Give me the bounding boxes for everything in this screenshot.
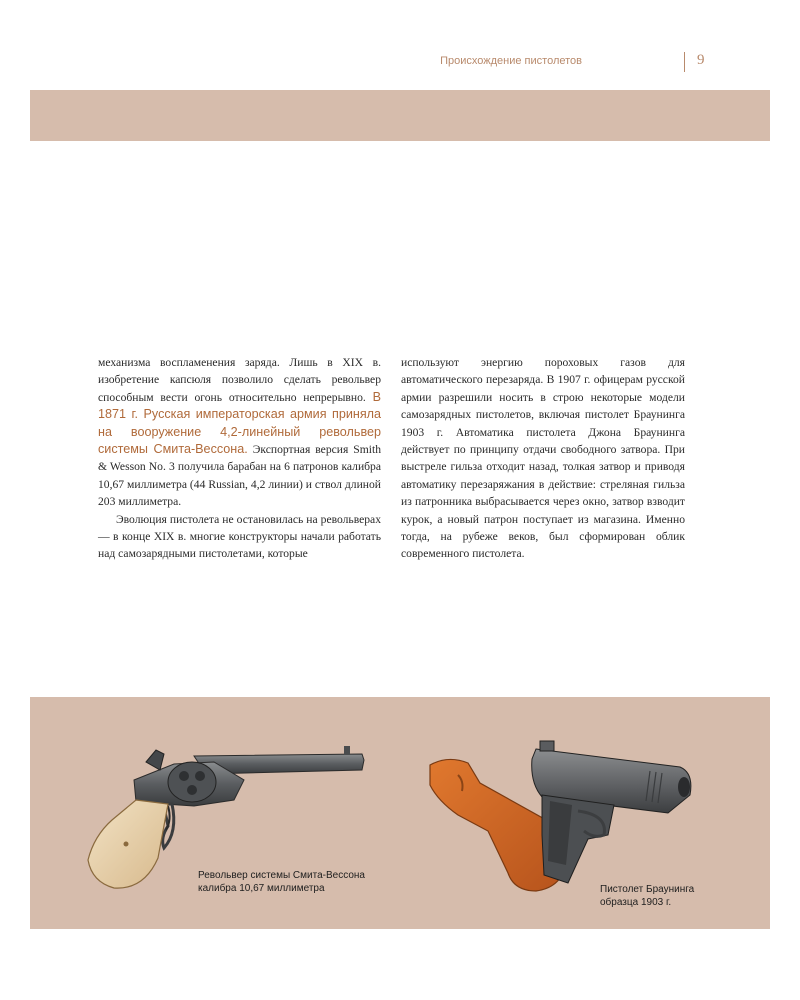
paragraph — [98, 354, 381, 511]
paragraph-text: Экспортная версия Smith & Wesson No. 3 получила барабан на 6 патронов калибра 10,67 миллиметра (44 Russian, 4,2 линии) и ствол длиной 203 миллиметра. — [98, 443, 381, 509]
running-header — [430, 52, 710, 72]
section-title: Происхождение пистолетов — [440, 55, 582, 67]
page-number: 9 — [697, 52, 705, 68]
pistol-caption: Пистолет Браунинга образца 1903 г. — [600, 884, 695, 908]
highlighted-text: В 1871 г. Русская императорская армия приняла на вооружение 4,2-линейный револьвер системы Смита-Вессона. — [98, 389, 382, 457]
paragraph-text: механизма воспламенения заряда. Лишь в XIX в. изобретение капсюля позволило сделать револьвер способным вести огонь относительно непрерывно. — [98, 356, 381, 404]
pistol-image — [418, 735, 708, 895]
revolver-caption: Револьвер системы Смита-Вессона калибра 10,67 миллиметра — [198, 870, 365, 894]
paragraph: используют энергию пороховых газов для автоматического перезаряда. В 1907 г. офицерам русской армии разрешили носить в строю некоторые модели самозарядных пистолетов, включая пистолет Браунинга 1903 г. Автоматика пистолета Джона Браунинга действует по принципу отдачи свободного затвора. При выстреле гильза отходит назад, толкая затвор и приводя автоматику перезаряжания в действие: стреляная гильза из патронника выбрасывается через окно, затвор взводит курок, а новый патрон поступает из магазина. Именно тогда, на рубеже веков, был сформирован облик современного пистолета. — [401, 356, 685, 561]
text-column-right — [401, 354, 685, 563]
top-decorative-band — [30, 90, 770, 141]
paragraph: Эволюция пистолета не остановилась на револьверах — в конце XIX в. многие конструкторы начали работать над самозарядными пистолетами, которые — [98, 512, 381, 561]
header-divider — [684, 52, 685, 72]
text-column-left — [98, 354, 381, 563]
